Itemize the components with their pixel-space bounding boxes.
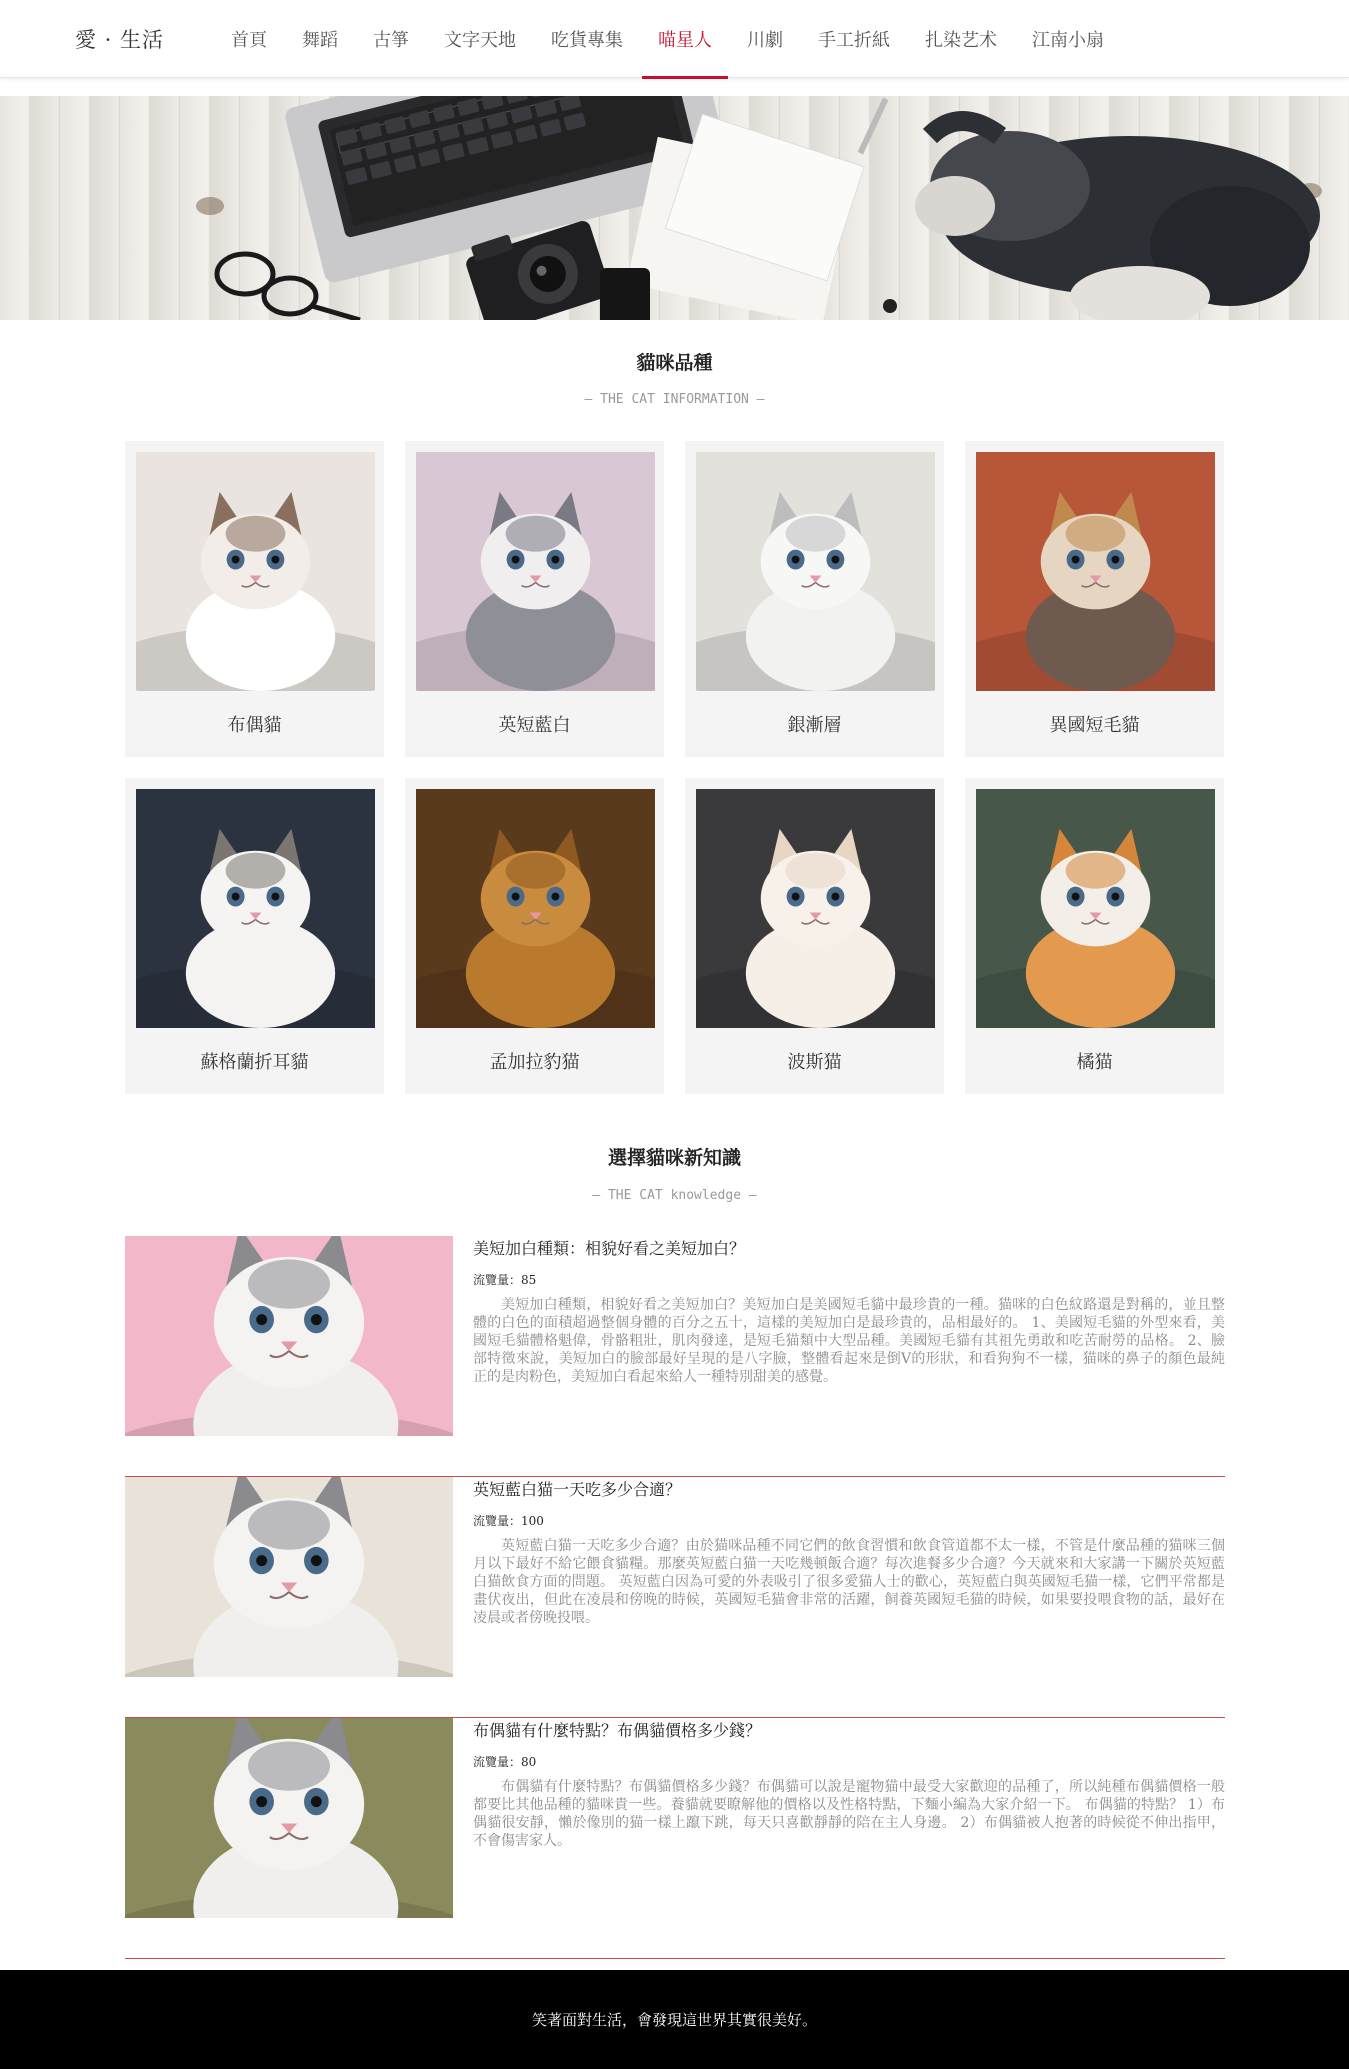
breed-photo[interactable] [136,789,375,1028]
breed-photo[interactable] [696,789,935,1028]
breed-photo[interactable] [136,452,375,691]
breeds-subtitle: — THE CAT INFORMATION — [584,392,765,407]
breed-name[interactable]: 蘇格蘭折耳貓 [200,1052,309,1073]
article-views: 流覽量：85 [473,1273,537,1287]
article-title[interactable]: 英短藍白猫一天吃多少合適？ [473,1480,682,1499]
breed-name[interactable]: 橘猫 [1076,1052,1113,1073]
article-body: 布偶貓有什麼特點？布偶貓價格多少錢？布偶貓可以說是寵物猫中最受大家歡迎的品種了，所以純種布偶貓價格一般都要比其他品種的貓咪貴一些。養貓就要瞭解他的價格以及性格特點，下麵小編為大家介紹一下。 布偶貓的特點？ 1）布偶貓很安靜，懶於像別的猫一樣上躥下跳，每天只喜歡靜靜的陪在主人身邊。 2）布偶貓被人抱著的時候從不伸出指甲，不會傷害家人。 [473,1779,1225,1849]
breed-name[interactable]: 孟加拉豹猫 [489,1052,580,1073]
site-logo[interactable]: 愛 · 生活 [75,28,165,52]
breed-card[interactable] [405,441,664,757]
breed-photo[interactable] [416,452,655,691]
article-title[interactable]: 美短加白種類：相貌好看之美短加白？ [473,1239,746,1258]
breed-photo[interactable] [696,452,935,691]
article-item [125,1477,1225,1718]
breed-name[interactable]: 波斯猫 [787,1052,842,1073]
breed-grid [125,441,1225,1094]
knowledge-title: 選擇貓咪新知識 [607,1147,741,1169]
article-list [125,1236,1225,1959]
article-thumbnail[interactable] [125,1718,453,1918]
main-menu [215,0,1123,78]
footer-text: 笑著面對生活，會發現這世界其實很美好。 [531,2011,817,2029]
article-views: 流覽量：80 [473,1755,537,1769]
desk-scene-image [0,96,1349,320]
breed-card[interactable] [685,441,944,757]
breed-card[interactable] [405,778,664,1094]
article-body: 美短加白種類，相貌好看之美短加白？美短加白是美國短毛貓中最珍貴的一種。猫咪的白色紋路還是對稱的，並且整體的白色的面積超過整個身體的百分之五十，這樣的美短加白是最珍貴的，品相最好的。 1、美國短毛貓的外型來看，美國短毛貓體格魁偉，骨骼粗壯，肌肉發達，是短毛猫類中大型品種。美國短毛貓有其祖先勇敢和吃苦耐勞的品格。 2、臉部特徵來說，美短加白的臉部最好呈現的是八字臉，整體看起來是倒V的形狀，和看狗狗不一樣，猫咪的鼻子的顏色最純正的是肉粉色，美短加白看起來給人一種特別甜美的感覺。 [473,1297,1225,1385]
breed-card[interactable] [965,778,1224,1094]
article-item [125,1718,1225,1959]
article-views: 流覽量：100 [473,1514,544,1528]
nav-item-4[interactable]: 吃貨專集 [551,30,623,51]
breed-photo[interactable] [976,789,1215,1028]
breed-card[interactable] [125,778,384,1094]
knowledge-subtitle: — THE CAT knowledge — [592,1188,757,1203]
article-thumbnail[interactable] [125,1236,453,1436]
breed-name[interactable]: 布偶貓 [227,715,282,736]
breed-name[interactable]: 異國短毛貓 [1049,715,1140,736]
nav-item-8[interactable]: 扎染艺术 [925,30,997,51]
top-navigation [0,0,1349,78]
nav-item-2[interactable]: 古箏 [373,30,409,51]
breed-photo[interactable] [976,452,1215,691]
hero-banner [0,96,1349,320]
article-title[interactable]: 布偶貓有什麼特點？布偶貓價格多少錢？ [473,1721,762,1740]
breed-name[interactable]: 銀漸層 [787,715,842,736]
nav-item-6[interactable]: 川劇 [747,30,783,51]
nav-item-3[interactable]: 文字天地 [444,30,516,51]
nav-item-9[interactable]: 江南小扇 [1032,30,1104,51]
breed-name[interactable]: 英短藍白 [498,715,571,736]
footer [0,1970,1349,2069]
breed-card[interactable] [125,441,384,757]
nav-item-7[interactable]: 手工折紙 [818,30,890,51]
breed-card[interactable] [965,441,1224,757]
article-item [125,1236,1225,1477]
nav-item-1[interactable]: 舞蹈 [302,30,338,51]
breed-photo[interactable] [416,789,655,1028]
article-body: 英短藍白猫一天吃多少合適？由於猫咪品種不同它們的飲食習慣和飲食管道都不太一樣，不管是什麼品種的猫咪三個月以下最好不給它餵食貓糧。那麼英短藍白猫一天吃幾頓飯合適？每次進餐多少合適？今天就來和大家講一下關於英短藍白猫飲食方面的問題。 英短藍白因為可愛的外表吸引了很多愛猫人士的歡心，英短藍白與英國短毛猫一樣，它們平常都是畫伏夜出，但此在凌晨和傍晚的時候，英國短毛猫會非常的活躍，飼養英國短毛猫的時候，如果要投喂食物的話，最好在凌晨或者傍晚投喂。 [473,1538,1225,1626]
nav-item-0[interactable]: 首頁 [231,30,267,51]
article-thumbnail[interactable] [125,1477,453,1677]
breed-card[interactable] [685,778,944,1094]
nav-item-5[interactable]: 喵星人 [642,0,728,78]
breeds-title: 貓咪品種 [636,352,713,374]
